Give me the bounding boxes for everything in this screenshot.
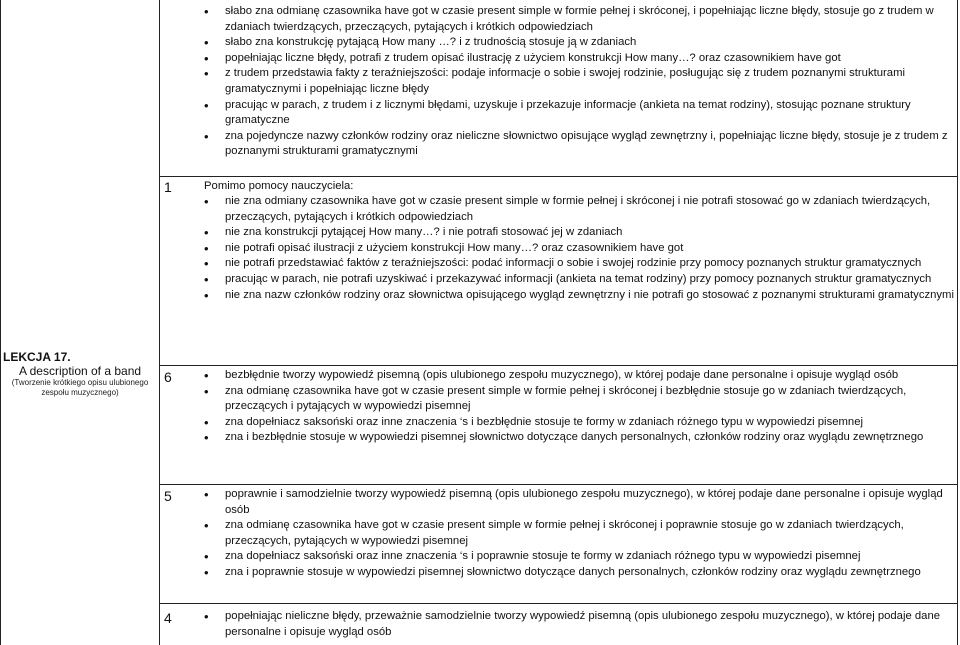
column-divider <box>159 0 160 645</box>
row-divider <box>159 365 957 366</box>
row-divider <box>159 176 957 177</box>
lesson-title: A description of a band <box>18 364 142 378</box>
grade-1-block <box>164 179 954 303</box>
list-item: • nie zna nazw członków rodziny oraz słownictwa opisującego wygląd zewnętrzny i nie potrafi go stosować z poznanymi strukturami gramatycznymi <box>164 288 954 304</box>
list-item: • bezbłędnie tworzy wypowiedź pisemną (opis ulubionego zespołu muzycznego), w której podaje dane personalne i opisuje wygląd osób <box>164 368 954 384</box>
grade-number: 4 <box>164 610 172 626</box>
list-item: • popełniając liczne błędy, potrafi z trudem opisać ilustrację z użyciem konstrukcji How many…? oraz czasownikiem have got <box>164 51 954 67</box>
list-item: • nie potrafi przedstawiać faktów z teraźniejszości: podać informacji o sobie i swojej rodzinie przy pomocy poznanych struktur gramatycznych <box>164 256 954 272</box>
list-item: • zna dopełniacz saksoński oraz inne znaczenia ‘s i poprawnie stosuje te formy w zdaniach różnego typu w wypowiedzi pisemnej <box>164 549 954 565</box>
table-border-right <box>957 0 958 645</box>
grade-number: 6 <box>164 369 172 385</box>
list-item: • nie potrafi opisać ilustracji z użyciem konstrukcji How many…? oraz czasownikiem have got <box>164 241 954 257</box>
grade-6-block <box>164 368 954 446</box>
list-item: • z trudem przedstawia fakty z teraźniejszości: podaje informacje o sobie i swojej rodzinie, posługując się z trudem poznanymi strukturami gramatycznymi i popełniając liczne błędy <box>164 66 954 97</box>
criteria-list <box>164 487 954 581</box>
row-divider <box>159 603 957 604</box>
criteria-list <box>164 4 954 160</box>
table-border-left <box>0 0 1 645</box>
lesson-subtitle: (Tworzenie krótkiego opisu ulubionego zespołu muzycznego) <box>11 378 149 397</box>
list-item: • zna odmianę czasownika have got w czasie present simple w formie pełnej i skróconej i bezbłędnie stosuje go w zdaniach twierdzących, przeczących i pytających w wypowiedzi pisemnej <box>164 384 954 415</box>
list-item: • pracując w parach, z trudem i z licznymi błędami, uzyskuje i przekazuje informacje (ankieta na temat rodziny), stosując poznane struktury gramatyczne <box>164 98 954 129</box>
criteria-list <box>164 179 954 303</box>
grade-2-continued-block <box>164 4 954 160</box>
list-item: • zna odmianę czasownika have got w czasie present simple w formie pełnej i skróconej i poprawnie stosuje go w zdaniach twierdzących, przeczących, pytających w wypowiedzi pisemnej <box>164 518 954 549</box>
grade-intro: Pomimo pomocy nauczyciela: <box>204 180 354 192</box>
list-item: • zna pojedyncze nazwy członków rodziny oraz nieliczne słownictwo opisujące wygląd zewnętrzny i, popełniając liczne błędy, stosuje je z trudem z poznanymi strukturami gramatycznymi <box>164 129 954 160</box>
criteria-list <box>164 609 954 640</box>
list-item: • zna i bezbłędnie stosuje w wypowiedzi pisemnej słownictwo dotyczące danych personalnych, członków rodziny oraz wyglądu zewnętrznego <box>164 430 954 446</box>
list-item: • nie zna konstrukcji pytającej How many…? i nie potrafi stosować jej w zdaniach <box>164 225 954 241</box>
list-item: • zna i poprawnie stosuje w wypowiedzi pisemnej słownictwo dotyczące danych personalnych, członków rodziny oraz wyglądu zewnętrznego <box>164 565 954 581</box>
list-item: • zna dopełniacz saksoński oraz inne znaczenia ‘s i bezbłędnie stosuje te formy w zdaniach różnego typu w wypowiedzi pisemnej <box>164 415 954 431</box>
list-item: • słabo zna konstrukcję pytającą How many …? i z trudnością stosuje ją w zdaniach <box>164 35 954 51</box>
row-divider <box>159 484 957 485</box>
lesson-number: LEKCJA 17. <box>3 350 71 364</box>
list-item: • pracując w parach, nie potrafi uzyskiwać i przekazywać informacji (ankieta na temat rodziny) przy pomocy poznanych struktur gramatycznych <box>164 272 954 288</box>
criteria-list <box>164 368 954 446</box>
list-item: • słabo zna odmianę czasownika have got w czasie present simple w formie pełnej i skróconej, i popełniając liczne błędy, stosuje go z trudem w zdaniach twierdzących, przeczących, pytających i krótkich odpowiedziach <box>164 4 954 35</box>
grade-number: 1 <box>164 179 172 195</box>
list-item: • popełniając nieliczne błędy, przeważnie samodzielnie tworzy wypowiedź pisemną (opis ulubionego zespołu muzycznego), w której podaje dane personalne i opisuje wygląd osób <box>164 609 954 640</box>
list-item: • poprawnie i samodzielnie tworzy wypowiedź pisemną (opis ulubionego zespołu muzycznego), w której podaje dane personalne i opisuje wygląd osób <box>164 487 954 518</box>
grade-4-block <box>164 609 954 640</box>
list-item: • nie zna odmiany czasownika have got w czasie present simple w formie pełnej i skróconej i nie potrafi stosować go w zdaniach twierdzących, przeczących, pytających i krótkich odpowiedziach <box>164 194 954 225</box>
grade-number: 5 <box>164 488 172 504</box>
grade-5-block <box>164 487 954 581</box>
lesson-cell <box>3 350 157 398</box>
